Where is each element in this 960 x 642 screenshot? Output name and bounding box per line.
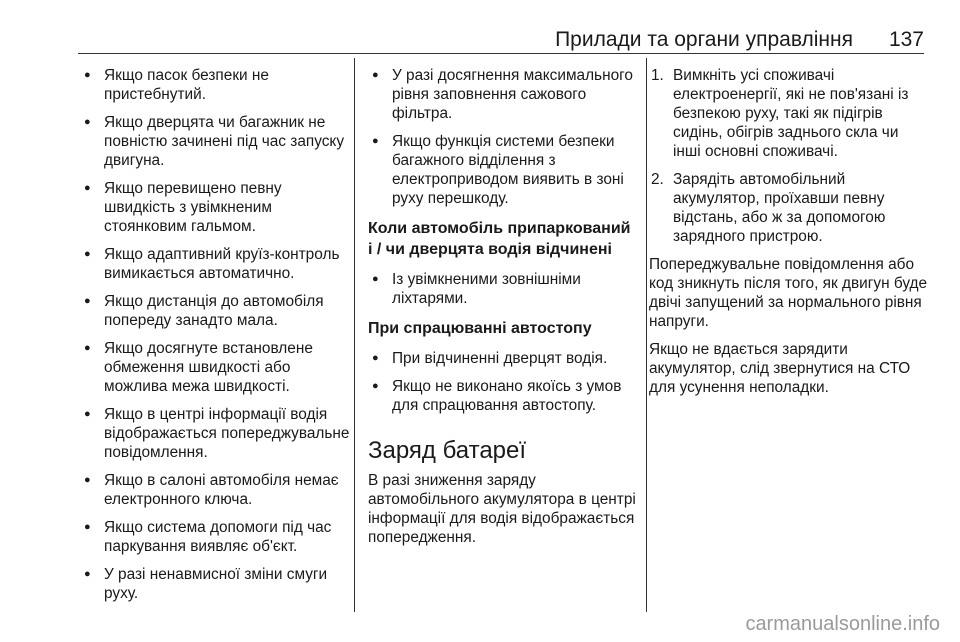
warning-list: [80, 66, 350, 603]
list-item: ● У разі ненавмисної зміни смуги руху.: [80, 565, 350, 603]
list-item: [649, 66, 928, 161]
step-text: Зарядіть автомобільний акумулятор, проїхавши певну відстань, або ж за допомогою зарядного пристрою.: [673, 171, 886, 245]
list-item: ● Якщо пасок безпеки не пристебнутий.: [80, 66, 350, 104]
paragraph: Попереджувальне повідомлення або код зникнуть після того, як двигун буде двічі запущений за нормального рівня напруги.: [649, 256, 928, 330]
list-item: ● Якщо дверцята чи багажник не повністю зачинені під час запуску двигуна.: [80, 113, 350, 170]
column-2: [368, 66, 638, 556]
list-item: ● Якщо в центрі інформації водія відображається попереджувальне повідомлення.: [80, 405, 350, 462]
subheading: При спрацюванні автостопу: [368, 320, 592, 337]
step-number: 2.: [651, 171, 664, 188]
warning-list: [368, 349, 638, 415]
list-item: ● Якщо в салоні автомобіля немає електронного ключа.: [80, 471, 350, 509]
step-text: Вимкніть усі споживачі електроенергії, які не пов'язані із безпекою руху, такі як підігрів сидінь, обігрів заднього скла чи інші основні споживачі.: [673, 67, 909, 160]
list-item: ● Якщо досягнуте встановлене обмеження швидкості або можлива межа швидкості.: [80, 339, 350, 396]
subheading: Коли автомобіль припаркований і / чи дверцята водія відчинені: [368, 220, 631, 258]
list-item: ● Якщо не виконано якоїсь з умов для спрацювання автостопу.: [368, 377, 638, 415]
paragraph: В разі зниження заряду автомобільного акумулятора в центрі інформації для водія відображається попередження.: [368, 472, 636, 546]
list-item: ● Якщо дистанція до автомобіля попереду занадто мала.: [80, 292, 350, 330]
list-item: ● У разі досягнення максимального рівня заповнення сажового фільтра.: [368, 66, 638, 123]
numbered-steps: [649, 66, 928, 246]
page-number: 137: [888, 28, 924, 51]
list-item: [649, 170, 928, 246]
watermark: carmanualsonline.info: [745, 613, 940, 635]
column-1: [80, 66, 350, 612]
list-item: ● Якщо функція системи безпеки багажного відділення з електроприводом виявить в зоні руху перешкоду.: [368, 132, 638, 208]
paragraph: Якщо не вдається зарядити акумулятор, слід звернутися на СТО для усунення неполадки.: [649, 341, 911, 396]
warning-list: [368, 270, 638, 308]
header-rule: [78, 53, 924, 54]
section-heading: Заряд батареї: [368, 437, 527, 464]
list-item: ● Із увімкненими зовнішніми ліхтарями.: [368, 270, 638, 308]
list-item: ● Якщо система допомоги під час паркування виявляє об'єкт.: [80, 518, 350, 556]
column-divider: [354, 58, 355, 612]
column-3: [649, 66, 928, 406]
list-item: ● Якщо адаптивний круїз-контроль вимикається автоматично.: [80, 245, 350, 283]
warning-list: [368, 66, 638, 208]
column-divider: [646, 58, 647, 612]
list-item: ● Якщо перевищено певну швидкість з увімкненим стоянковим гальмом.: [80, 179, 350, 236]
page-title: Прилади та органи управління: [555, 28, 853, 51]
list-item: ● При відчиненні дверцят водія.: [368, 349, 638, 368]
step-number: 1.: [651, 67, 664, 84]
